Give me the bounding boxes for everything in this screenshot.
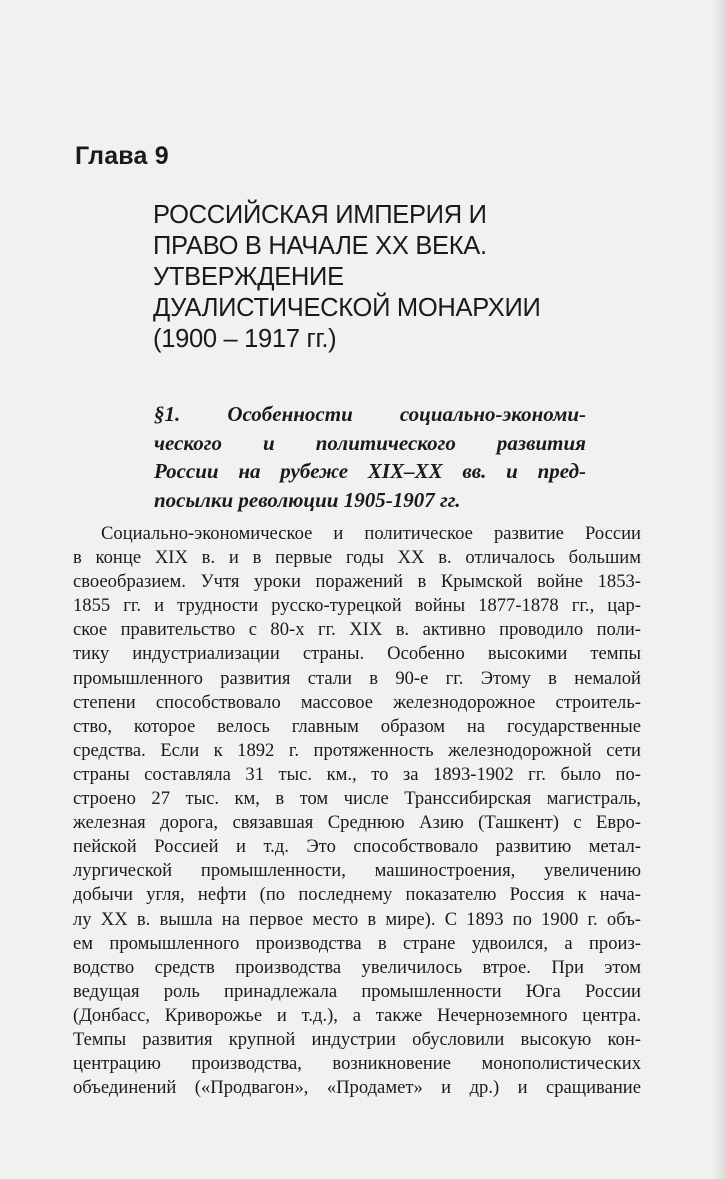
chapter-title-line: ПРАВО В НАЧАЛЕ ХХ ВЕКА. <box>153 232 487 260</box>
body-line: Темпы развития крупной индустрии обусловили высокую кон- <box>73 1028 641 1050</box>
body-line: Социально-экономическое и политическое развитие России <box>101 523 641 544</box>
chapter-title-line: РОССИЙСКАЯ ИМПЕРИЯ И <box>153 201 487 229</box>
body-line: промышленного развития стали в 90-е гг. Этому в немалой <box>73 667 641 689</box>
section-title <box>154 400 586 514</box>
section-title-line: ческого и политического развития <box>154 430 586 455</box>
chapter-title-line: (1900 – 1917 гг.) <box>153 325 337 353</box>
body-line: добычи угля, нефти (по последнему показателю Россия к нача- <box>73 884 641 906</box>
page-edge-shadow <box>712 0 726 1179</box>
body-line: своеобразием. Учтя уроки поражений в Крымской войне 1853- <box>73 571 641 593</box>
body-line: водство средств производства увеличилось втрое. При этом <box>73 956 641 978</box>
body-line: ем промышленного производства в стране удвоился, а произ- <box>73 932 641 954</box>
body-line: центрацию производства, возникновение монополистических <box>73 1053 641 1075</box>
chapter-title-line: ДУАЛИСТИЧЕСКОЙ МОНАРХИИ <box>153 294 541 322</box>
body-line: объединений («Продвагон», «Продамет» и др.) и сращивание <box>73 1077 641 1099</box>
body-paragraph <box>73 522 641 1100</box>
body-line: железная дорога, связавшая Среднюю Азию (Ташкент) с Евро- <box>73 812 641 834</box>
section-title-line: §1. Особенности социально-экономи- <box>154 402 586 426</box>
chapter-title <box>153 200 653 355</box>
body-line: тику индустриализации страны. Особенно высокими темпы <box>73 643 641 665</box>
body-line: строено 27 тыс. км, в том числе Транссибирская магистраль, <box>73 788 641 810</box>
body-line: лу XX в. вышла на первое место в мире). С 1893 по 1900 г. объ- <box>73 908 641 930</box>
body-line: лургической промышленности, машиностроения, увеличению <box>73 860 641 882</box>
body-line: в конце XIX в. и в первые годы XX в. отличалось большим <box>73 547 641 569</box>
body-line: ство, которое велось главным образом на государственные <box>73 715 641 737</box>
section-title-line: России на рубеже XIX–XX вв. и пред- <box>154 459 586 483</box>
body-line: средства. Если к 1892 г. протяженность железнодорожной сети <box>73 739 641 761</box>
body-line: ское правительство с 80-х гг. XIX в. активно проводило поли- <box>73 619 641 641</box>
body-line: степени способствовало массовое железнодорожное строитель- <box>73 691 641 713</box>
section-title-line: посылки революции 1905-1907 гг. <box>154 487 461 512</box>
body-line: пейской Россией и т.д. Это способствовало развитию метал- <box>73 836 641 858</box>
chapter-title-line: УТВЕРЖДЕНИЕ <box>153 263 344 291</box>
body-line: (Донбасс, Криворожье и т.д.), а также Нечерноземного центра. <box>73 1004 641 1026</box>
body-line: 1855 гг. и трудности русско-турецкой войны 1877-1878 гг., цар- <box>73 595 641 617</box>
body-line: страны составляла 31 тыс. км., то за 1893-1902 гг. было по- <box>73 763 641 785</box>
chapter-label: Глава 9 <box>75 142 169 170</box>
body-line: ведущая роль принадлежала промышленности Юга России <box>73 980 641 1002</box>
